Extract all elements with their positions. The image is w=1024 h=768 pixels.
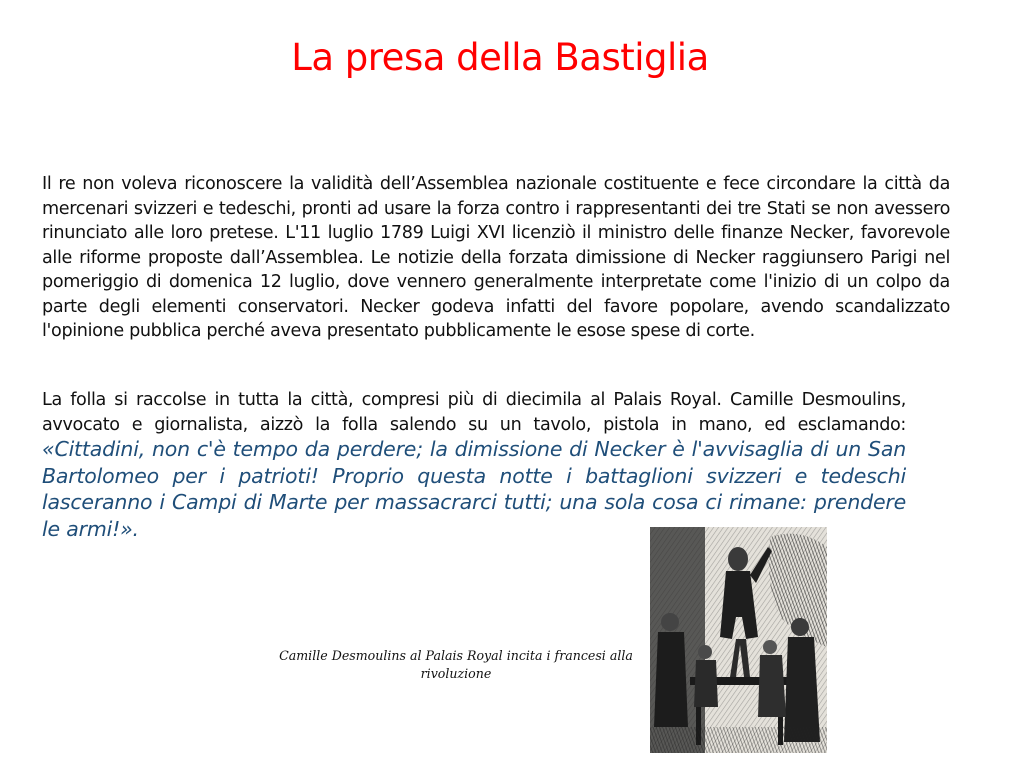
desmoulins-engraving-image [650,527,827,753]
paragraph-intro: Il re non voleva riconoscere la validità dell’Assemblea nazionale costituente e fece circondare la città da mercenari svizzeri e tedeschi, pronti ad usare la forza contro i rappresentanti dei tre Stati se non avessero rinunciato alle loro pretese. L'11 luglio 1789 Luigi XVI licenziò il ministro delle finanze Necker, favorevole alle riforme proposte dall’Assemblea. Le notizie della forzata dimissione di Necker raggiunsero Parigi nel pomeriggio di domenica 12 luglio, dove vennero generalmente interpretate come l'inizio di un colpo da parte degli elementi conservatori. Necker godeva infatti del favore popolare, avendo scandalizzato l'opinione pubblica perché aveva presentato pubblicamente le esose spese di corte. [42,174,950,341]
paragraph-desmoulins-text: La folla si raccolse in tutta la città, compresi più di diecimila al Palais Royal. Camille Desmoulins, avvocato e giornalista, aizzò la folla salendo su un tavolo, pistola in mano, ed esclamando: [42,390,906,435]
desmoulins-quote: «Cittadini, non c'è tempo da perdere; la dimissione di Necker è l'avvisaglia di un San Bartolomeo per i patrioti! Proprio questa notte i battaglioni svizzeri e tedeschi lasceranno i Campi di Marte per massacrarci tutti; una sola cosa ci rimane: prendere le armi!». [42,437,906,541]
engraving-illustration [650,527,827,753]
paragraph-desmoulins [42,388,906,543]
image-caption: Camille Desmoulins al Palais Royal incita i francesi alla rivoluzione [279,648,633,681]
slide-title: La presa della Bastiglia [291,36,709,79]
